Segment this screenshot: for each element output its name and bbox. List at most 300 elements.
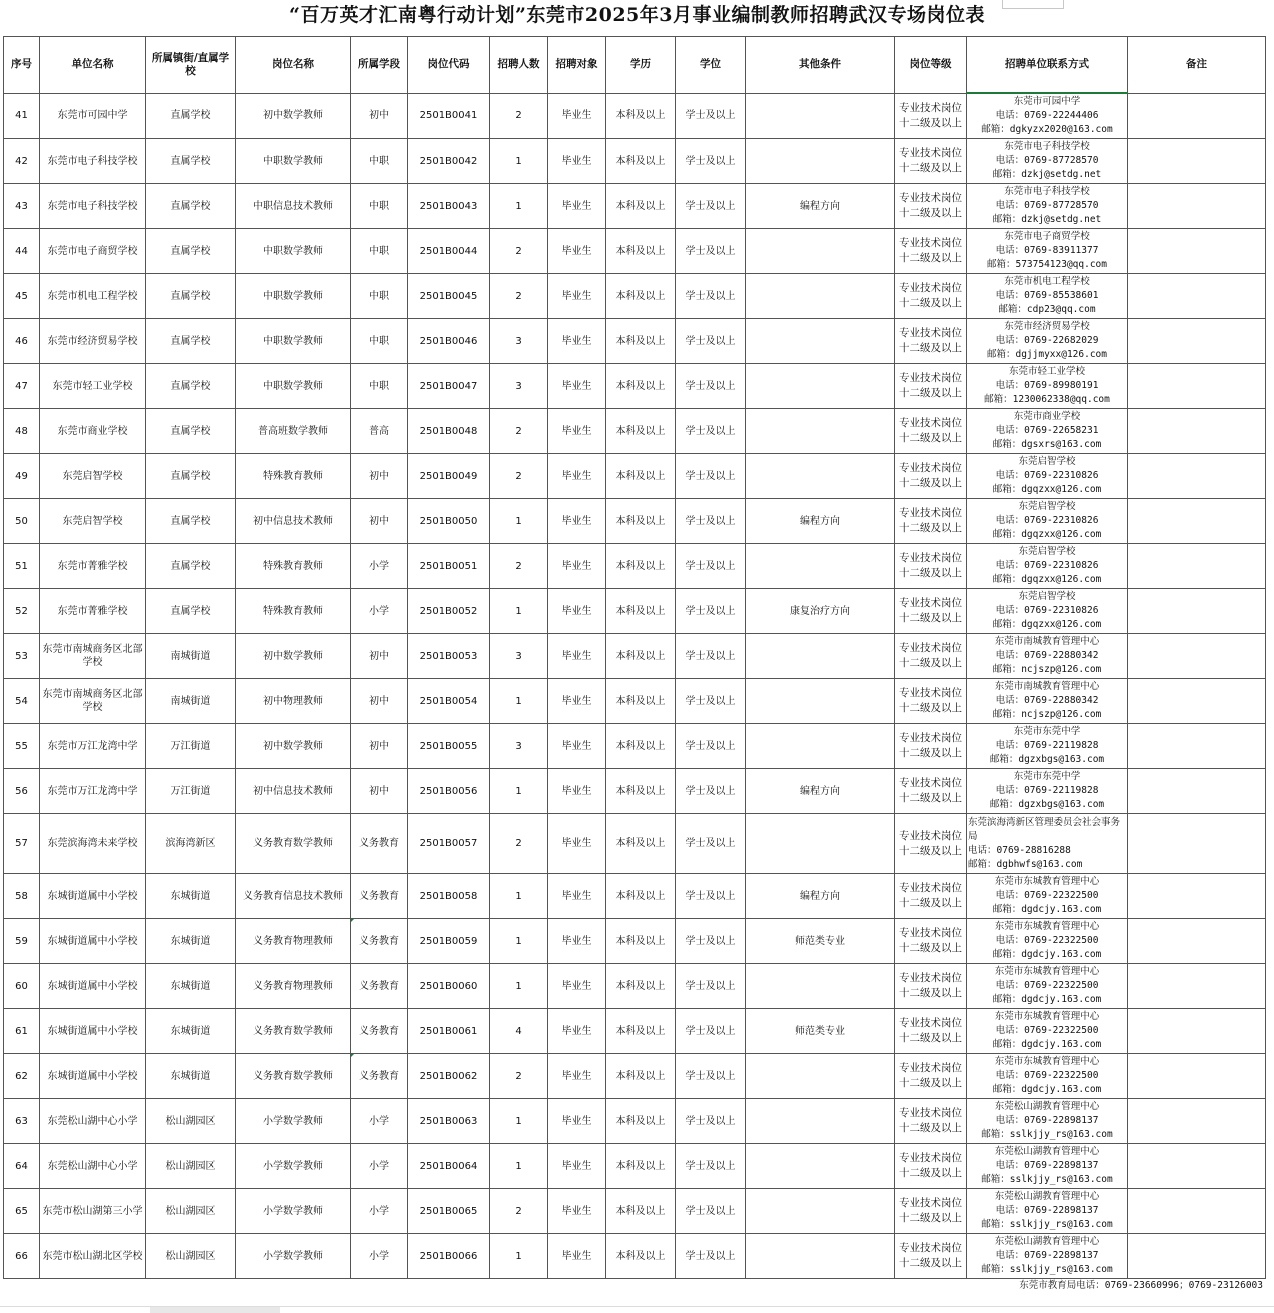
cell-target: 毕业生 <box>548 1234 606 1279</box>
cell-stage: 义务教育 <box>351 919 408 964</box>
cell-no: 63 <box>4 1099 40 1144</box>
cell-note <box>1128 1189 1266 1234</box>
cell-contact <box>967 919 1128 964</box>
contact-phone: 电话：0769-85538601 <box>995 290 1099 301</box>
cell-note <box>1128 364 1266 409</box>
cell-post: 义务教育信息技术教师 <box>236 874 351 919</box>
contact-unit: 东莞市南城教育管理中心 <box>994 681 1100 692</box>
level-line: 十二级及以上 <box>899 567 962 579</box>
cell-no: 58 <box>4 874 40 919</box>
level-line: 专业技术岗位 <box>899 327 962 339</box>
cell-stage: 义务教育 <box>351 1054 408 1099</box>
cell-other: 师范类专业 <box>746 1009 895 1054</box>
cell-note <box>1128 544 1266 589</box>
cell-other <box>746 274 895 319</box>
cell-stage: 初中 <box>351 769 408 814</box>
cell-no: 59 <box>4 919 40 964</box>
cell-post: 中职数学教师 <box>236 364 351 409</box>
cell-edu: 本科及以上 <box>606 679 676 724</box>
cell-contact <box>967 1009 1128 1054</box>
contact-email: 邮箱：ncjszp@126.com <box>992 709 1102 720</box>
cell-unit: 东莞启智学校 <box>40 454 146 499</box>
level-line: 十二级及以上 <box>899 612 962 624</box>
cell-edu: 本科及以上 <box>606 919 676 964</box>
cell-no: 52 <box>4 589 40 634</box>
cell-degree: 学士及以上 <box>676 544 746 589</box>
level-line: 十二级及以上 <box>899 987 962 999</box>
cell-count: 1 <box>490 589 548 634</box>
table-body <box>4 93 1266 1279</box>
cell-town: 直属学校 <box>146 139 236 184</box>
cell-no: 57 <box>4 814 40 874</box>
level-line: 专业技术岗位 <box>899 101 962 114</box>
contact-unit: 东莞松山湖教育管理中心 <box>994 1101 1100 1112</box>
cell-level <box>895 769 967 814</box>
cell-contact <box>967 589 1128 634</box>
cell-target: 毕业生 <box>548 319 606 364</box>
cell-edu: 本科及以上 <box>606 964 676 1009</box>
cell-contact <box>967 499 1128 544</box>
cell-code: 2501B0060 <box>408 964 490 1009</box>
contact-unit: 东莞启智学校 <box>1018 456 1076 467</box>
column-header: 岗位等级 <box>895 37 967 94</box>
cell-target: 毕业生 <box>548 679 606 724</box>
level-line: 专业技术岗位 <box>899 1107 962 1119</box>
level-line: 十二级及以上 <box>899 897 962 909</box>
cell-stage: 普高 <box>351 409 408 454</box>
cell-degree: 学士及以上 <box>676 409 746 454</box>
level-line: 专业技术岗位 <box>899 1062 962 1074</box>
cell-stage: 初中 <box>351 454 408 499</box>
contact-phone: 电话：0769-22898137 <box>995 1115 1099 1126</box>
cell-degree: 学士及以上 <box>676 814 746 874</box>
cell-edu: 本科及以上 <box>606 814 676 874</box>
cell-no: 55 <box>4 724 40 769</box>
cell-contact <box>967 319 1128 364</box>
level-line: 专业技术岗位 <box>899 417 962 429</box>
cell-no: 64 <box>4 1144 40 1189</box>
cell-note <box>1128 1054 1266 1099</box>
cell-post: 初中信息技术教师 <box>236 769 351 814</box>
cell-note <box>1128 964 1266 1009</box>
cell-note <box>1128 229 1266 274</box>
cell-degree: 学士及以上 <box>676 964 746 1009</box>
cell-contact <box>967 544 1128 589</box>
cell-unit: 东莞市电子科技学校 <box>40 139 146 184</box>
level-line: 十二级及以上 <box>899 1257 962 1269</box>
cell-target: 毕业生 <box>548 724 606 769</box>
contact-email: 邮箱：dgqzxx@126.com <box>992 574 1102 585</box>
contact-email: 邮箱：dgkyzx2020@163.com <box>981 124 1113 135</box>
cell-other: 编程方向 <box>746 874 895 919</box>
cell-count: 1 <box>490 679 548 724</box>
cell-post: 特殊教育教师 <box>236 589 351 634</box>
level-line: 专业技术岗位 <box>899 597 962 609</box>
cell-unit: 东莞市菁雅学校 <box>40 544 146 589</box>
column-header: 所属镇街/直属学校 <box>146 37 236 94</box>
contact-unit: 东莞市东莞中学 <box>1013 771 1081 782</box>
cell-unit: 东莞市商业学校 <box>40 409 146 454</box>
cell-level <box>895 274 967 319</box>
cell-edu: 本科及以上 <box>606 724 676 769</box>
column-header: 学历 <box>606 37 676 94</box>
contact-unit: 东莞松山湖教育管理中心 <box>994 1191 1100 1202</box>
cell-edu: 本科及以上 <box>606 364 676 409</box>
cell-code: 2501B0043 <box>408 184 490 229</box>
cell-town: 松山湖园区 <box>146 1234 236 1279</box>
table-row <box>4 229 1266 274</box>
cell-town: 直属学校 <box>146 93 236 139</box>
cell-edu: 本科及以上 <box>606 634 676 679</box>
cell-edu: 本科及以上 <box>606 184 676 229</box>
cell-edu: 本科及以上 <box>606 319 676 364</box>
contact-email: 邮箱：ncjszp@126.com <box>992 664 1102 675</box>
cell-stage: 小学 <box>351 544 408 589</box>
contact-phone: 电话：0769-22898137 <box>995 1205 1099 1216</box>
cell-code: 2501B0064 <box>408 1144 490 1189</box>
cell-contact <box>967 364 1128 409</box>
cell-code: 2501B0061 <box>408 1009 490 1054</box>
cell-unit: 东莞市南城商务区北部学校 <box>40 634 146 679</box>
page-title: “百万英才汇南粤行动计划”东莞市2025年3月事业编制教师招聘武汉专场岗位表 <box>289 4 985 26</box>
contact-email: 邮箱：dgzxbgs@163.com <box>989 799 1105 810</box>
cell-town: 松山湖园区 <box>146 1099 236 1144</box>
level-line: 十二级及以上 <box>899 342 962 354</box>
cell-count: 2 <box>490 544 548 589</box>
cell-other <box>746 1144 895 1189</box>
table-row <box>4 1144 1266 1189</box>
contact-phone: 电话：0769-87728570 <box>995 155 1099 166</box>
cell-edu: 本科及以上 <box>606 274 676 319</box>
contact-phone: 电话：0769-22119828 <box>995 740 1099 751</box>
cell-target: 毕业生 <box>548 184 606 229</box>
footer-contact: 东莞市教育局电话：0769-23660996；0769-23126003 <box>1019 1280 1263 1291</box>
table-row <box>4 874 1266 919</box>
level-line: 专业技术岗位 <box>899 507 962 519</box>
contact-phone: 电话：0769-83911377 <box>995 245 1099 256</box>
cell-level <box>895 544 967 589</box>
cell-contact <box>967 1054 1128 1099</box>
table-row <box>4 769 1266 814</box>
contact-unit: 东莞市电子科技学校 <box>1004 186 1090 197</box>
table-row <box>4 589 1266 634</box>
cell-stage: 义务教育 <box>351 1009 408 1054</box>
cell-note <box>1128 499 1266 544</box>
cell-count: 1 <box>490 1144 548 1189</box>
contact-unit: 东莞市东城教育管理中心 <box>994 1056 1100 1067</box>
column-header: 岗位代码 <box>408 37 490 94</box>
contact-phone: 电话：0769-22119828 <box>995 785 1099 796</box>
table-row <box>4 724 1266 769</box>
cell-degree: 学士及以上 <box>676 319 746 364</box>
contact-email: 邮箱：sslkjjy_rs@163.com <box>981 1264 1113 1275</box>
contact-unit: 东莞市商业学校 <box>1013 411 1081 422</box>
cell-stage: 义务教育 <box>351 874 408 919</box>
contact-phone: 电话：0769-22310826 <box>995 605 1099 616</box>
level-line: 专业技术岗位 <box>899 1017 962 1029</box>
cell-no: 42 <box>4 139 40 184</box>
level-line: 十二级及以上 <box>899 1122 962 1134</box>
cell-degree: 学士及以上 <box>676 229 746 274</box>
contact-phone: 电话：0769-22322500 <box>995 935 1099 946</box>
cell-unit: 东莞滨海湾未来学校 <box>40 814 146 874</box>
cell-degree: 学士及以上 <box>676 724 746 769</box>
contact-phone: 电话：0769-22322500 <box>995 1025 1099 1036</box>
cell-no: 44 <box>4 229 40 274</box>
cell-town: 直属学校 <box>146 274 236 319</box>
cell-contact <box>967 409 1128 454</box>
cell-target: 毕业生 <box>548 544 606 589</box>
cell-level <box>895 1099 967 1144</box>
cell-contact <box>967 634 1128 679</box>
contact-unit: 东莞松山湖教育管理中心 <box>994 1146 1100 1157</box>
level-line: 十二级及以上 <box>899 387 962 399</box>
cell-edu: 本科及以上 <box>606 93 676 139</box>
cell-other <box>746 544 895 589</box>
cell-contact <box>967 454 1128 499</box>
cell-post: 中职数学教师 <box>236 319 351 364</box>
cell-target: 毕业生 <box>548 1099 606 1144</box>
table-row <box>4 1054 1266 1099</box>
cell-stage: 义务教育 <box>351 814 408 874</box>
cell-count: 2 <box>490 409 548 454</box>
level-line: 十二级及以上 <box>899 1077 962 1089</box>
cell-edu: 本科及以上 <box>606 1189 676 1234</box>
cell-level <box>895 589 967 634</box>
contact-email: 邮箱：1230062338@qq.com <box>984 394 1110 405</box>
table-row <box>4 364 1266 409</box>
level-line: 十二级及以上 <box>899 252 962 264</box>
level-line: 十二级及以上 <box>899 1032 962 1044</box>
contact-unit: 东莞市东城教育管理中心 <box>994 1011 1100 1022</box>
cell-degree: 学士及以上 <box>676 184 746 229</box>
level-line: 专业技术岗位 <box>899 777 962 789</box>
cell-level <box>895 1054 967 1099</box>
cell-note <box>1128 409 1266 454</box>
cell-degree: 学士及以上 <box>676 274 746 319</box>
cell-contact <box>967 229 1128 274</box>
cell-stage: 中职 <box>351 139 408 184</box>
cell-unit: 东莞市轻工业学校 <box>40 364 146 409</box>
cell-count: 1 <box>490 919 548 964</box>
cell-town: 直属学校 <box>146 184 236 229</box>
contact-phone: 电话：0769-22322500 <box>995 980 1099 991</box>
cell-stage: 小学 <box>351 1234 408 1279</box>
cell-stage: 初中 <box>351 634 408 679</box>
cell-post: 初中数学教师 <box>236 724 351 769</box>
cell-other <box>746 409 895 454</box>
cell-code: 2501B0041 <box>408 93 490 139</box>
cell-unit: 东莞市电子商贸学校 <box>40 229 146 274</box>
cell-post: 义务教育数学教师 <box>236 1009 351 1054</box>
cell-contact <box>967 1189 1128 1234</box>
cell-other <box>746 1099 895 1144</box>
cell-other <box>746 814 895 874</box>
cell-contact <box>967 1099 1128 1144</box>
cell-note <box>1128 139 1266 184</box>
cell-target: 毕业生 <box>548 964 606 1009</box>
contact-email: 邮箱：cdp23@qq.com <box>998 304 1096 315</box>
column-header: 所属学段 <box>351 37 408 94</box>
cell-target: 毕业生 <box>548 274 606 319</box>
cell-town: 东城街道 <box>146 874 236 919</box>
cell-code: 2501B0058 <box>408 874 490 919</box>
cell-degree: 学士及以上 <box>676 1054 746 1099</box>
cell-count: 3 <box>490 319 548 364</box>
cell-level <box>895 634 967 679</box>
cell-stage: 初中 <box>351 679 408 724</box>
cell-note <box>1128 919 1266 964</box>
contact-email: 邮箱：dgqzxx@126.com <box>992 484 1102 495</box>
cell-edu: 本科及以上 <box>606 139 676 184</box>
table-row <box>4 274 1266 319</box>
cell-stage: 中职 <box>351 364 408 409</box>
column-header: 岗位名称 <box>236 37 351 94</box>
column-header: 序号 <box>4 37 40 94</box>
cell-level <box>895 814 967 874</box>
cell-target: 毕业生 <box>548 589 606 634</box>
cell-degree: 学士及以上 <box>676 139 746 184</box>
cell-target: 毕业生 <box>548 874 606 919</box>
cell-other <box>746 1234 895 1279</box>
cell-target: 毕业生 <box>548 499 606 544</box>
contact-phone: 电话：0769-22310826 <box>995 560 1099 571</box>
contact-email: 邮箱：sslkjjy_rs@163.com <box>981 1174 1113 1185</box>
cell-target: 毕业生 <box>548 919 606 964</box>
cell-level <box>895 454 967 499</box>
column-header: 招聘单位联系方式 <box>967 37 1128 94</box>
cell-contact <box>967 93 1128 139</box>
contact-email: 邮箱：dgdcjy.163.com <box>992 949 1102 960</box>
cell-count: 1 <box>490 769 548 814</box>
cell-target: 毕业生 <box>548 364 606 409</box>
cell-contact <box>967 274 1128 319</box>
cell-town: 南城街道 <box>146 634 236 679</box>
cell-note <box>1128 184 1266 229</box>
cell-note <box>1128 274 1266 319</box>
level-line: 十二级及以上 <box>899 702 962 714</box>
cell-post: 小学数学教师 <box>236 1234 351 1279</box>
contact-phone: 电话：0769-22682029 <box>995 335 1099 346</box>
cell-code: 2501B0048 <box>408 409 490 454</box>
cell-level <box>895 319 967 364</box>
cell-town: 东城街道 <box>146 1009 236 1054</box>
cell-post: 初中数学教师 <box>236 634 351 679</box>
cell-unit: 东城街道属中小学校 <box>40 919 146 964</box>
cell-note <box>1128 589 1266 634</box>
cell-town: 东城街道 <box>146 1054 236 1099</box>
table-row <box>4 1099 1266 1144</box>
cell-post: 中职数学教师 <box>236 139 351 184</box>
cell-code: 2501B0046 <box>408 319 490 364</box>
level-line: 专业技术岗位 <box>899 972 962 984</box>
cell-other: 师范类专业 <box>746 919 895 964</box>
cell-target: 毕业生 <box>548 1009 606 1054</box>
level-line: 专业技术岗位 <box>899 927 962 939</box>
sheet-tab-strip[interactable] <box>150 1307 280 1313</box>
cell-contact <box>967 724 1128 769</box>
cell-code: 2501B0044 <box>408 229 490 274</box>
cell-no: 56 <box>4 769 40 814</box>
cell-target: 毕业生 <box>548 814 606 874</box>
contact-email: 邮箱：dgdcjy.163.com <box>992 1084 1102 1095</box>
contact-email: 邮箱：573754123@qq.com <box>986 259 1107 270</box>
cell-post: 义务教育物理教师 <box>236 919 351 964</box>
contact-email: 邮箱：dgdcjy.163.com <box>992 994 1102 1005</box>
cell-no: 45 <box>4 274 40 319</box>
cell-edu: 本科及以上 <box>606 409 676 454</box>
table-row <box>4 454 1266 499</box>
level-line: 十二级及以上 <box>899 162 962 174</box>
cell-note <box>1128 1099 1266 1144</box>
cell-other <box>746 454 895 499</box>
column-header: 其他条件 <box>746 37 895 94</box>
contact-phone: 电话：0769-22880342 <box>995 650 1099 661</box>
cell-unit: 东莞市经济贸易学校 <box>40 319 146 364</box>
cell-unit: 东莞松山湖中心小学 <box>40 1099 146 1144</box>
table-row <box>4 409 1266 454</box>
cell-edu: 本科及以上 <box>606 499 676 544</box>
cell-post: 小学数学教师 <box>236 1099 351 1144</box>
cell-code: 2501B0062 <box>408 1054 490 1099</box>
level-line: 专业技术岗位 <box>899 1242 962 1254</box>
contact-phone: 电话：0769-22310826 <box>995 515 1099 526</box>
cell-contact <box>967 1144 1128 1189</box>
table-row <box>4 319 1266 364</box>
cell-stage: 初中 <box>351 724 408 769</box>
cell-other: 康复治疗方向 <box>746 589 895 634</box>
level-line: 十二级及以上 <box>899 844 962 857</box>
level-line: 十二级及以上 <box>899 1167 962 1179</box>
cell-unit: 东城街道属中小学校 <box>40 964 146 1009</box>
table-row <box>4 1234 1266 1279</box>
table-row <box>4 184 1266 229</box>
cell-post: 初中物理教师 <box>236 679 351 724</box>
table-row <box>4 634 1266 679</box>
cell-stage: 小学 <box>351 1099 408 1144</box>
cell-level <box>895 184 967 229</box>
cell-post: 特殊教育教师 <box>236 544 351 589</box>
cell-other <box>746 679 895 724</box>
cell-code: 2501B0057 <box>408 814 490 874</box>
contact-email: 邮箱：dgdcjy.163.com <box>992 1039 1102 1050</box>
cell-post: 初中数学教师 <box>236 93 351 139</box>
cell-note <box>1128 93 1266 139</box>
cell-target: 毕业生 <box>548 229 606 274</box>
cell-unit: 东莞市菁雅学校 <box>40 589 146 634</box>
cell-other <box>746 139 895 184</box>
cell-degree: 学士及以上 <box>676 874 746 919</box>
cell-no: 65 <box>4 1189 40 1234</box>
cell-unit: 东莞市电子科技学校 <box>40 184 146 229</box>
level-line: 十二级及以上 <box>899 792 962 804</box>
contact-email: 邮箱：dzkj@setdg.net <box>992 214 1102 225</box>
cell-degree: 学士及以上 <box>676 499 746 544</box>
cell-no: 61 <box>4 1009 40 1054</box>
cell-target: 毕业生 <box>548 139 606 184</box>
cell-code: 2501B0042 <box>408 139 490 184</box>
cell-post: 义务教育数学教师 <box>236 814 351 874</box>
cell-count: 4 <box>490 1009 548 1054</box>
cell-note <box>1128 1234 1266 1279</box>
cell-no: 50 <box>4 499 40 544</box>
column-header: 备注 <box>1128 37 1266 94</box>
cell-level <box>895 139 967 184</box>
cell-post: 小学数学教师 <box>236 1189 351 1234</box>
cell-no: 60 <box>4 964 40 1009</box>
cell-target: 毕业生 <box>548 769 606 814</box>
cell-degree: 学士及以上 <box>676 1009 746 1054</box>
